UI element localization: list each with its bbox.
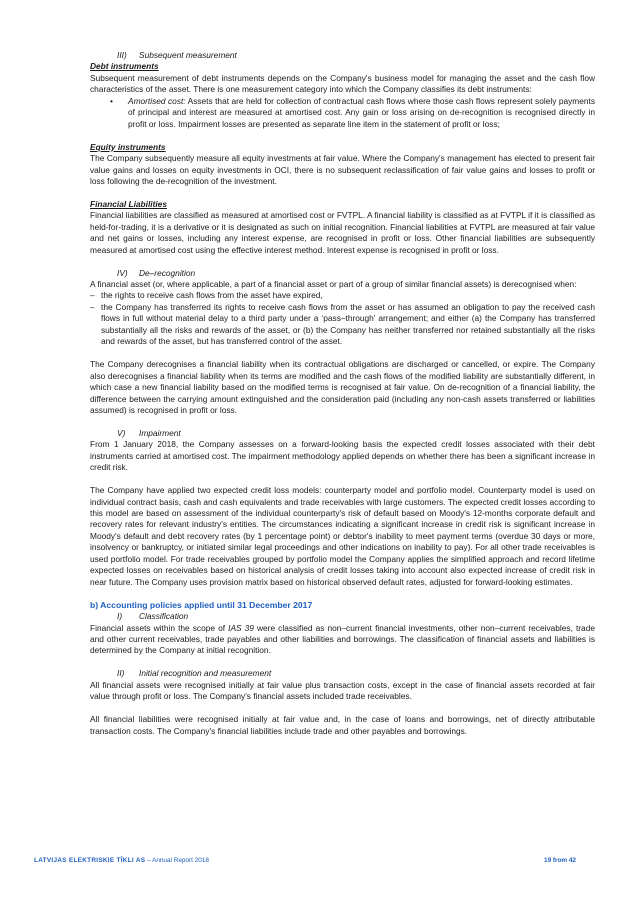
debt-instruments-heading: Debt instruments [90, 61, 159, 72]
derecognition-dash-list [90, 290, 595, 347]
subsection-heading-derecognition: IV) De–recognition [117, 267, 196, 278]
dash-icon: – [90, 301, 95, 312]
derecognition-liability-paragraph: The Company derecognises a financial liability when its contractual obligations are discharged or cancelled, or expire. The Company also derecognises a financial liability when its terms are modified and the cash flows of the modified liability are substantially different, in which case a new financial liability based on the modified terms is recognised at fair value. On de-recognition of a financial liability, the difference between the carrying amount extinguished and the consideration paid (including any non-cash assets transferred or liabilities assumed) is recognised in profit or loss. [90, 359, 595, 415]
list-item: – the Company has transferred its rights to receive cash flows from the asset or has assumed an obligation to pay the received cash flows in full without material delay to a third party under a ‘pass–through' arrangement; and either (a) the Company has transferred substantially all the risks and rewards of the asset, or (b) the Company has neither transferred nor retained substantially all the risks and rewards of the asset, but has transferred control of the asset. [90, 301, 595, 347]
equity-instruments-heading: Equity instruments [90, 141, 166, 152]
subsection-heading-subsequent-measurement: III) Subsequent measurement [117, 50, 237, 60]
dash-icon: – [90, 290, 95, 301]
financial-liabilities-heading: Financial Liabilities [90, 198, 167, 209]
section-heading-policies-until-2017: b) Accounting policies applied until 31 December 2017 [90, 599, 313, 610]
classification-paragraph: Financial assets within the scope of IAS 39 were classified as non–current financial investments, other non–current receivables, trade and other current receivables, trade payables and other liabilities and borrowings. The classification of financial assets and liabilities is determined by the Company at initial recognition. [90, 622, 595, 656]
equity-instruments-paragraph: The Company subsequently measure all equity investments at fair value. Where the Company's management has elected to present fair value gains and losses on equity investments in OCI, there is no subsequent reclassification of fair value gains and losses to profit or loss following the de-recognition of the investment. [90, 153, 595, 186]
subsection-heading-initial-recognition: II) Initial recognition and measurement [117, 668, 272, 679]
initial-recognition-assets-paragraph: All financial assets were recognised initially at fair value plus transaction costs, except in the case of financial assets recorded at fair value through profit or loss. The Company's financial assets included trade receivables. [90, 679, 595, 702]
impairment-paragraph: From 1 January 2018, the Company assesses on a forward-looking basis the expected credit losses associated with their debt instruments carried at amortised cost. The impairment methodology applied depends on whether there has been a significant increase in credit risk. [90, 439, 595, 473]
page-number: 19 from 42 [544, 857, 576, 864]
derecognition-paragraph: A financial asset (or, where applicable, a part of a financial asset or part of a group of similar financial assets) is derecognised when: [90, 279, 577, 290]
initial-recognition-liabilities-paragraph: All financial liabilities were recognised initially at fair value and, in the case of loans and borrowings, net of directly attributable transaction costs. The Company's financial liabilities include trade and other payables and borrowings. [90, 714, 595, 736]
debt-instruments-paragraph: Subsequent measurement of debt instruments depends on the Company's business model for managing the asset and the cash flow characteristics of the asset. There is one measurement category into which the Company classifies its debt instruments: [90, 72, 595, 95]
list-item: – the rights to receive cash flows from the asset have expired, [90, 290, 323, 301]
document-body [90, 50, 595, 737]
subsection-heading-impairment: V) Impairment [117, 427, 181, 438]
footer-report-title: LATVIJAS ELEKTRISKIE TĪKLI AS – Annual Report 2018 [34, 857, 209, 864]
financial-liabilities-paragraph: Financial liabilities are classified as measured at amortised cost or FVTPL. A financial liability is classified as at FVTPL if it is classified as held-for-trading, it is a derivative or it is designated as such on initial recognition. Financial liabilities at FVTPL are measured at fair value and net gains or losses, including any interest expense, are recognised in profit or loss. Other financial liabilities are subsequently measured at amortised cost using the effective interest method. Interest expense is recognised in profit or loss. [90, 210, 595, 255]
subsection-heading-classification: I) Classification [117, 611, 189, 622]
list-item: • Amortised cost: Assets that are held for collection of contractual cash flows where those cash flows represent solely payments of principal and interest are measured at amortised cost. Any gain or loss arising on de-recognition is recognised directly in profit or loss. Impairment losses are presented as separate line item in the statement of profit or loss; [110, 95, 596, 129]
debt-bullet-list [90, 96, 595, 130]
impairment-models-paragraph: The Company have applied two expected credit loss models: counterparty model and portfolio model. Counterparty model is used on individual contract basis, cash and cash equivalents and trade receivables with large customers. The expected credit losses according to this model are based on assessment of the individual counterparty's risk of default based on Moody's 12-months corporate default and recovery rates for relevant industry's entities. The circumstances indicating a significant increase in credit risk is significant increase in Moody's default and debt recovery rates (by 1 percentage point) or debtor's inability to meet payment terms (overdue 30 days or more, insolvency or bankruptcy, or initiated similar legal proceedings and other indications on inability to pay). For all other trade receivables is used portfolio model. For trade receivables grouped by portfolio model the Company applies the simplified approach and record lifetime expected losses on receivables based on historical analysis of credit losses taking into account also expected increase of credit risk in near future. The Company uses provision matrix based on historical observed default rates, adjusted for forward-looking estimates. [90, 485, 595, 587]
bullet-icon: • [110, 95, 113, 106]
